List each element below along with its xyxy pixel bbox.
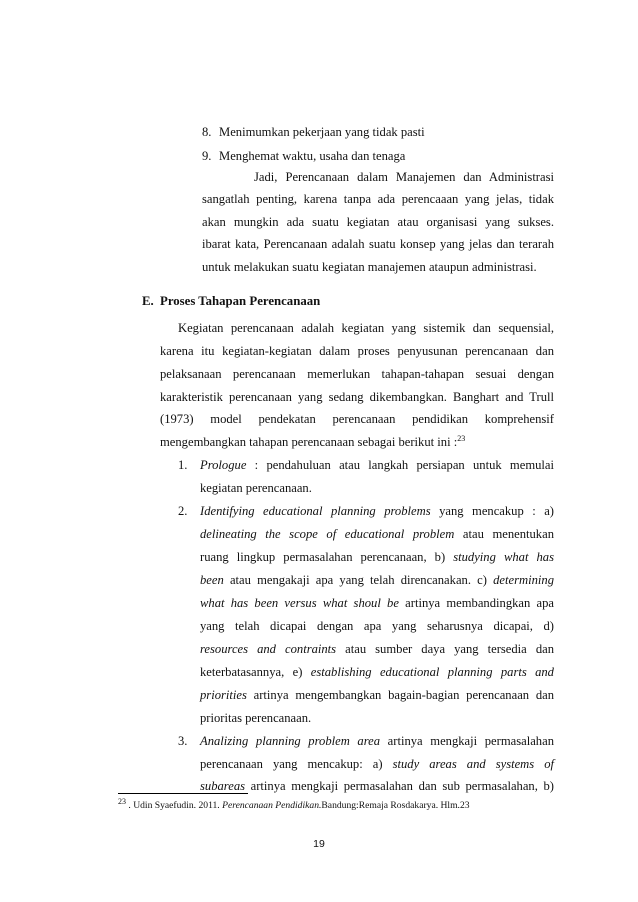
item-2-number: 2. — [178, 504, 188, 518]
intro-line-6: mengembangkan tahapan perencanaan sebagai berikut ini :$^{23}$ — [160, 433, 466, 449]
item-1-line-1: Prologue : pendahuluan atau langkah persiapan untuk memulai — [200, 458, 554, 472]
item-2-line-9: priorities artinya mengembangkan bagain-bagian perencanaan dan — [200, 688, 554, 702]
item-3-line-1: Analizing planning problem area artinya mengkaji permasalahan — [200, 734, 554, 748]
conclusion-line-3: akan mungkin ada suatu kegiatan atau organisasi yang sukses. — [202, 215, 554, 229]
item-3-line-2: perencanaan yang mencakup: a) study areas and systems of — [200, 757, 555, 771]
section-title: Proses Tahapan Perencanaan — [160, 294, 321, 308]
footnote-ref: 23 — [457, 433, 466, 443]
footnote-number: 23 — [118, 796, 126, 806]
item-1-line-2: kegiatan perencanaan. — [200, 481, 312, 495]
section-letter: E. — [142, 294, 154, 308]
list-number-8: 8. — [202, 125, 212, 139]
item-2-line-1: Identifying educational planning problems yang mencakup : a) — [200, 504, 554, 518]
item-3-number: 3. — [178, 734, 188, 748]
intro-line-3: pelaksanaan perencanaan memerlukan tahapan-tahapan sesuai dengan — [160, 367, 554, 381]
item-2-line-2: delineating the scope of educational problem atau menentukan — [200, 527, 554, 541]
list-item-9: Menghemat waktu, usaha dan tenaga — [219, 149, 406, 163]
item-2-line-7: resources and contraints atau sumber daya yang tersedia dan — [200, 642, 554, 656]
intro-line-2: karena itu kegiatan-kegiatan dalam proses penyusunan perencanaan dan — [160, 344, 554, 358]
item-2-line-10: prioritas perencanaan. — [200, 711, 312, 725]
conclusion-line-5: untuk melakukan suatu kegiatan manajemen ataupun administrasi. — [202, 260, 537, 274]
list-item-8: Menimumkan pekerjaan yang tidak pasti — [219, 125, 425, 139]
item-2-line-4: been atau mengakaji apa yang telah direncanakan. c) determining — [200, 573, 554, 587]
item-2-line-3: ruang lingkup permasalahan perencanaan, b) studying what has — [200, 550, 554, 564]
page-number: 19 — [313, 838, 325, 850]
intro-line-5: (1973) model pendekatan perencanaan pendidikan komprehensif — [160, 412, 554, 426]
item-2-line-5: what has been versus what shoul be artinya membandingkan apa — [200, 596, 554, 610]
item-3-line-3: subareas artinya mengkaji permasalahan dan sub permasalahan, b) — [200, 779, 554, 793]
item-1-number: 1. — [178, 458, 188, 472]
list-number-9: 9. — [202, 149, 212, 163]
item-2-line-8: keterbatasannya, e) establishing educational planning parts and — [200, 665, 554, 679]
footnote-divider — [118, 793, 248, 794]
conclusion-line-2: sangatlah penting, karena tanpa ada perencaaan yang jelas, tidak — [202, 192, 554, 206]
conclusion-line-1: Jadi, Perencanaan dalam Manajemen dan Administrasi — [254, 170, 554, 184]
conclusion-line-4: ibarat kata, Perencanaan adalah suatu konsep yang jelas dan terarah — [202, 237, 554, 251]
footnote: $^{23}$ . Udin Syaefudin. 2011. Perencanaan Pendidikan.Bandung:Remaja Rosdakarya. Hlm.23 — [118, 796, 470, 811]
item-2-line-6: yang telah dicapai dengan apa yang seharusnya dicapai, d) — [200, 619, 554, 633]
intro-line-1: Kegiatan perencanaan adalah kegiatan yang sistemik dan sequensial, — [178, 321, 554, 335]
intro-line-4: karakteristik perencanaan yang sedang dikembangkan. Banghart and Trull — [160, 390, 554, 404]
